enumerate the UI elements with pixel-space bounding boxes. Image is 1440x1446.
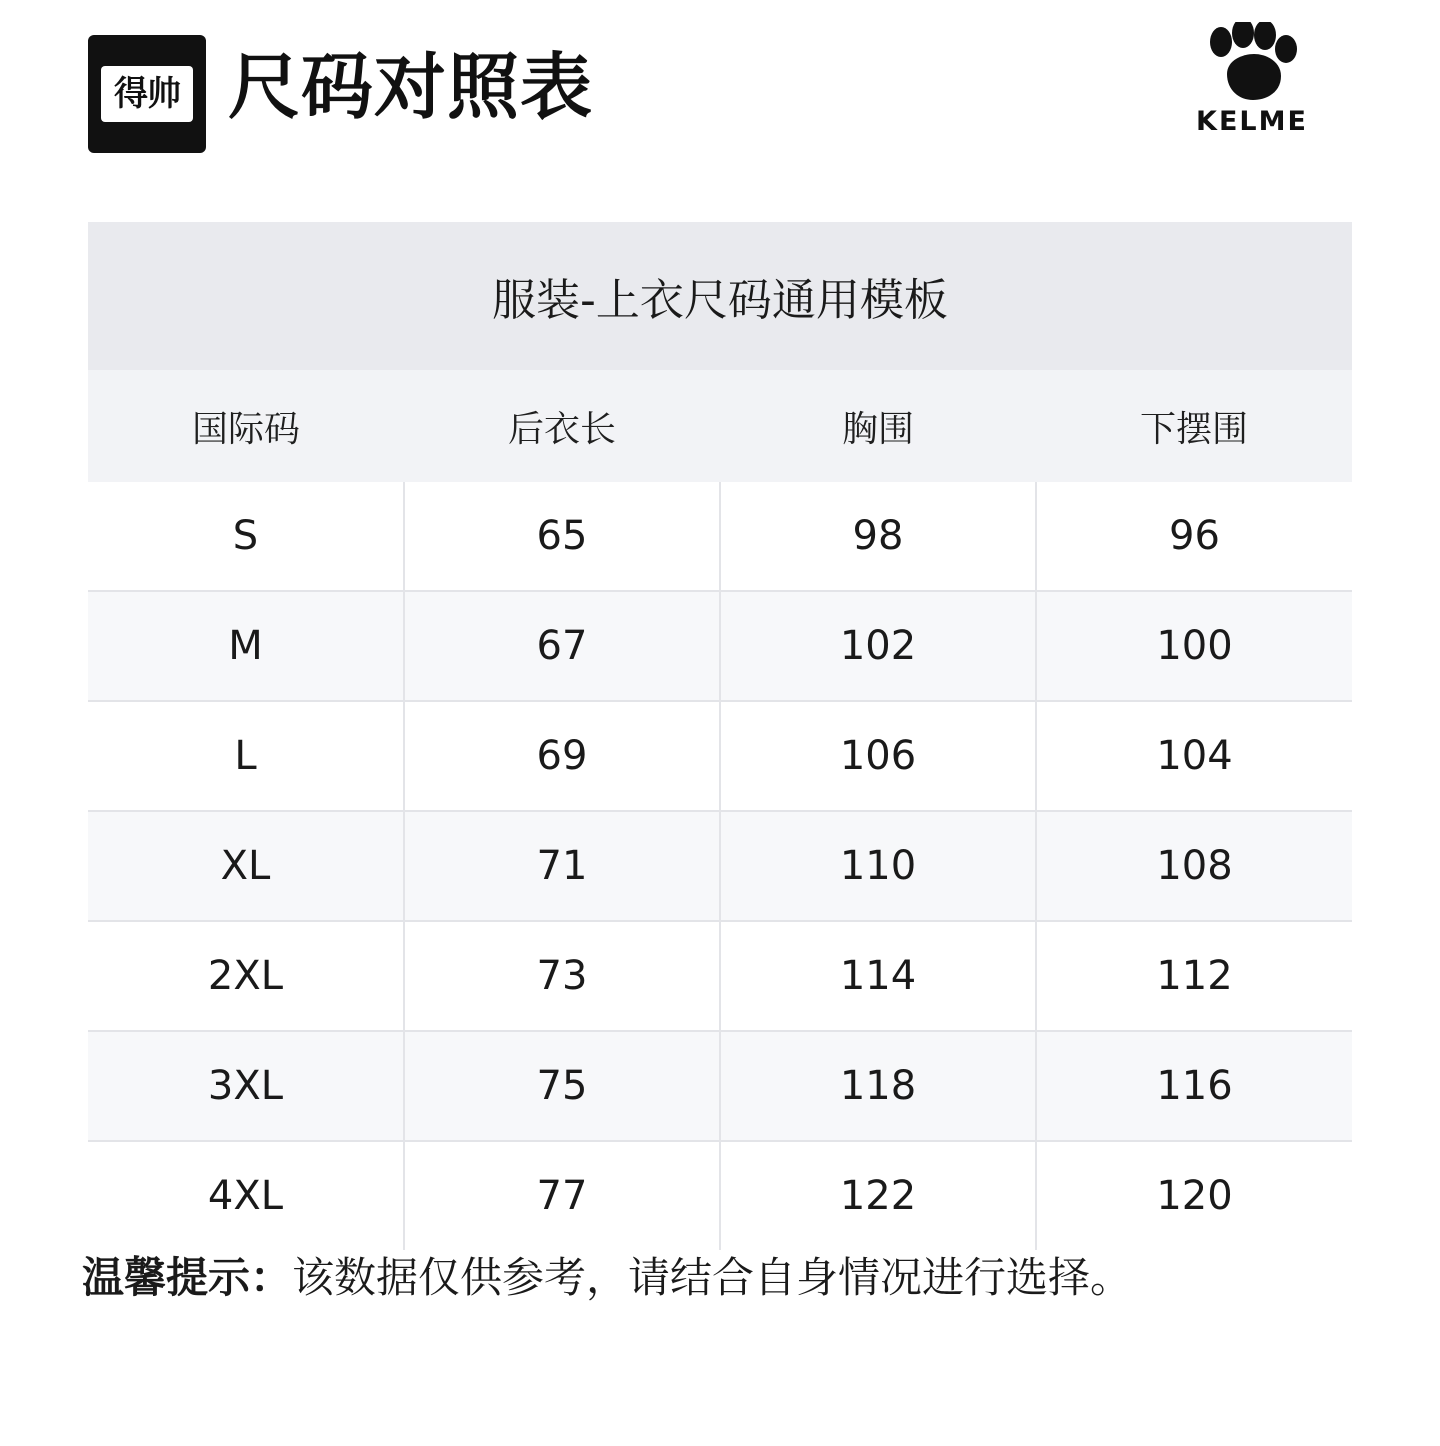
cell-chest: 114: [720, 921, 1036, 1031]
table-row: [88, 1141, 1352, 1250]
table-row: [88, 1031, 1352, 1141]
table-row: [88, 921, 1352, 1031]
shop-logo-inner: [101, 66, 193, 122]
disclaimer-note: [82, 1252, 1372, 1305]
table-header-row: [88, 370, 1352, 482]
cell-back-length: 67: [404, 591, 720, 701]
cell-size: M: [88, 591, 404, 701]
cell-chest: 122: [720, 1141, 1036, 1250]
size-table-body: [88, 482, 1352, 1250]
cell-back-length: 71: [404, 811, 720, 921]
paw-icon: [1197, 22, 1307, 104]
cell-chest: 110: [720, 811, 1036, 921]
shop-logo-badge: [88, 35, 206, 153]
cell-hem: 116: [1036, 1031, 1352, 1141]
cell-size: 2XL: [88, 921, 404, 1031]
table-row: [88, 591, 1352, 701]
cell-back-length: 69: [404, 701, 720, 811]
kelme-brand-logo: [1184, 22, 1320, 137]
cell-size: S: [88, 482, 404, 591]
table-caption: 服装-上衣尺码通用模板: [88, 222, 1352, 370]
cell-size: 4XL: [88, 1141, 404, 1250]
cell-hem: 104: [1036, 701, 1352, 811]
disclaimer-label: 温馨提示：: [82, 1253, 293, 1302]
cell-chest: 102: [720, 591, 1036, 701]
cell-back-length: 65: [404, 482, 720, 591]
cell-chest: 118: [720, 1031, 1036, 1141]
table-row: [88, 701, 1352, 811]
size-table-container: [88, 222, 1352, 1250]
cell-back-length: 73: [404, 921, 720, 1031]
cell-size: 3XL: [88, 1031, 404, 1141]
cell-hem: 108: [1036, 811, 1352, 921]
table-row: [88, 811, 1352, 921]
table-row: [88, 482, 1352, 591]
cell-hem: 96: [1036, 482, 1352, 591]
cell-back-length: 77: [404, 1141, 720, 1250]
kelme-wordmark: KELME: [1196, 106, 1308, 137]
cell-hem: 112: [1036, 921, 1352, 1031]
cell-chest: 98: [720, 482, 1036, 591]
column-header-international-size: 国际码: [191, 408, 300, 450]
page-header: [0, 0, 1440, 200]
column-header-back-length: 后衣长: [507, 408, 616, 450]
cell-chest: 106: [720, 701, 1036, 811]
size-table: [88, 370, 1352, 1250]
cell-size: L: [88, 701, 404, 811]
cell-back-length: 75: [404, 1031, 720, 1141]
disclaimer-text: 该数据仅供参考，请结合自身情况进行选择。: [292, 1253, 1133, 1302]
cell-hem: 120: [1156, 1173, 1233, 1219]
size-table-head: [88, 370, 1352, 482]
cell-hem: 100: [1036, 591, 1352, 701]
shop-logo-text: 得帅: [114, 74, 180, 114]
column-header-chest: 胸围: [841, 408, 914, 450]
column-header-hem: 下摆围: [1139, 408, 1248, 450]
page-title: 尺码对照表: [228, 45, 594, 129]
cell-size: XL: [88, 811, 404, 921]
